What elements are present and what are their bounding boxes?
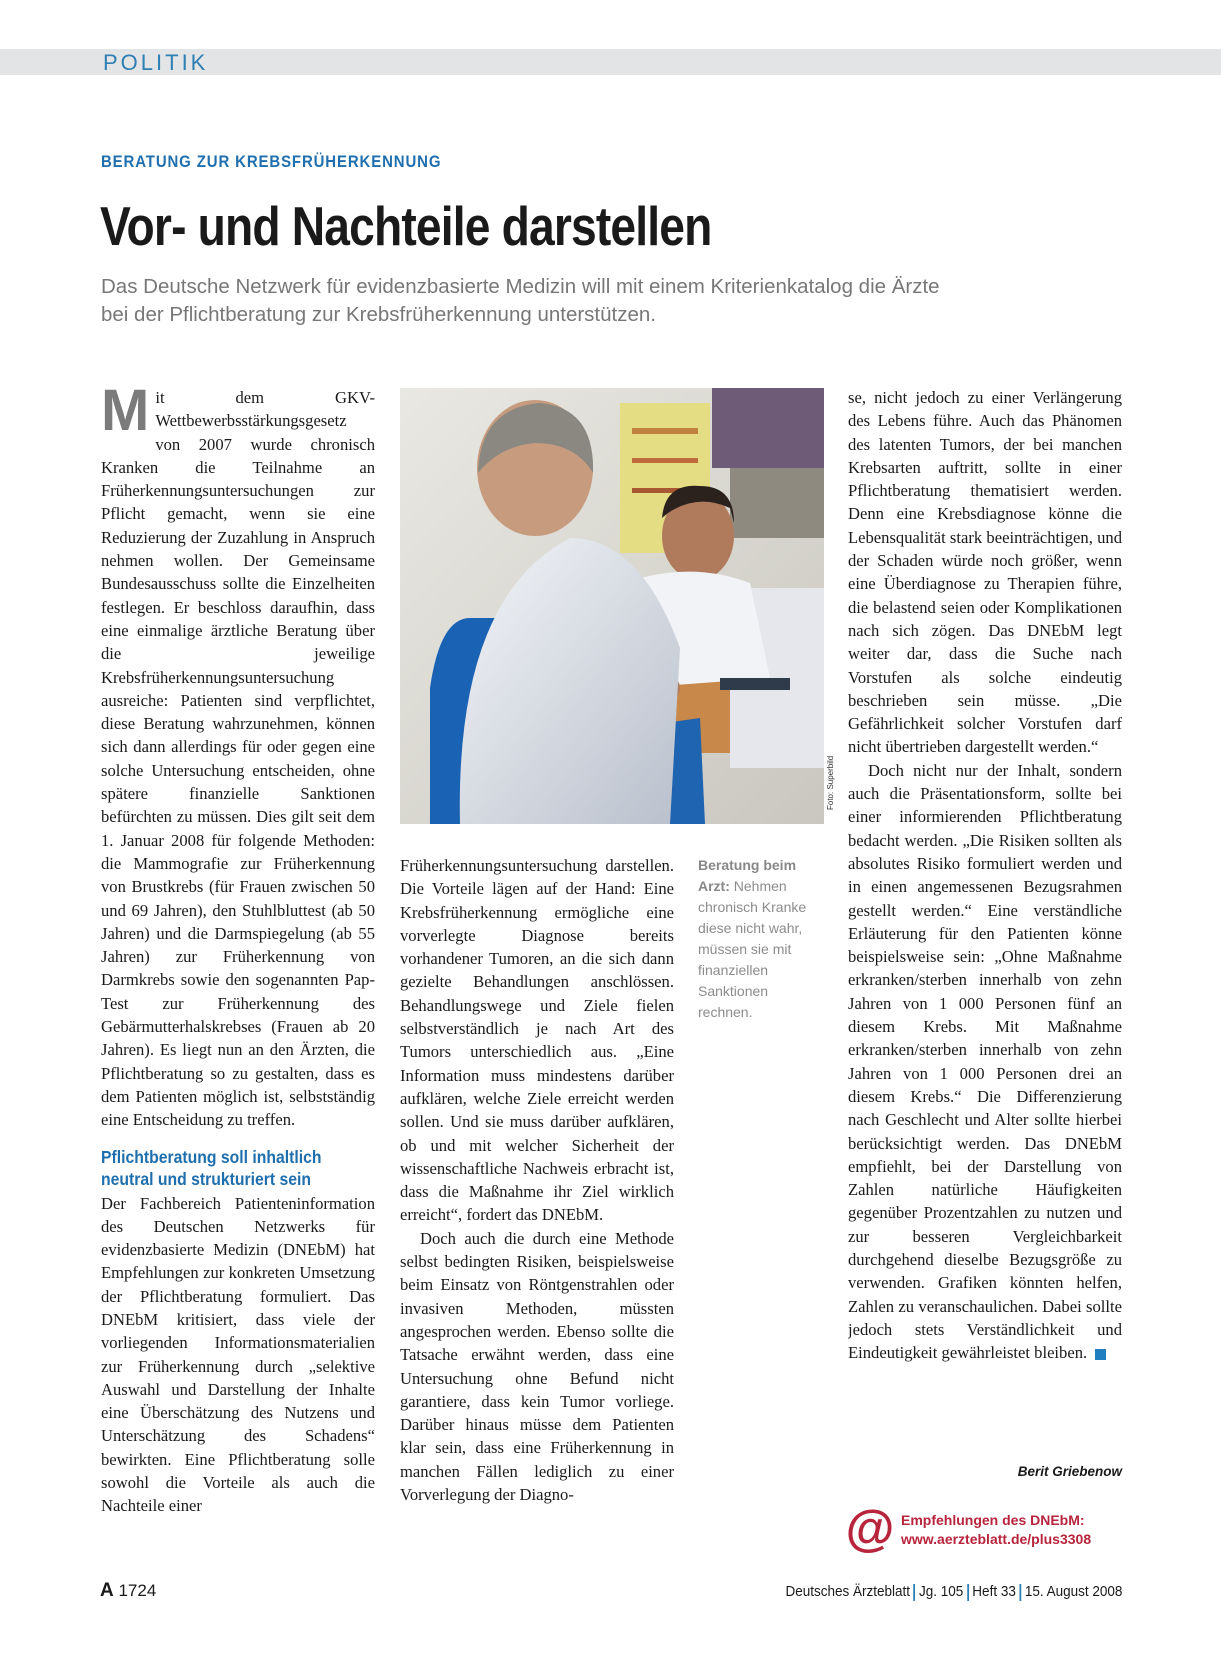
weblink-box[interactable]: [846, 1505, 1146, 1555]
journal-footer: [785, 1583, 1122, 1601]
article-lede: Das Deutsche Netzwerk für evidenzbasierte Medizin will mit einem Kriterienkatalog die Ärzte bei der Pflichtberatung zur Krebsfrüherkennung unterstützen.: [101, 275, 940, 326]
separator: [913, 1584, 915, 1601]
article-photo: [400, 388, 824, 824]
at-sign-icon: [846, 1505, 894, 1553]
separator: [966, 1584, 968, 1601]
caption-title: Beratung beim Arzt:: [698, 857, 797, 894]
text-column-1: [101, 386, 375, 1558]
text-column-3: [848, 386, 1122, 1492]
article-kicker: BERATUNG ZUR KREBSFRÜHERKENNUNG: [101, 152, 442, 171]
paragraph: Der Fachbereich Patienteninformation des Deutschen Netzwerks für evidenzbasierte Medizin (DNEbM) hat Empfehlungen zur konkreten Umsetzung der Pflichtberatung formuliert. Das DNEbM kritisiert, dass viele der vorliegenden Informationsmaterialien zur Früherkennung durch „selektive Auswahl und Darstellung der Inhalte eine Überschätzung des Nutzens und Unterschätzung des Schadens“ bewirkten. Eine Pflichtberatung solle sowohl die Vorteile als auch die Nachteile einer: [101, 1193, 375, 1516]
doctor-patient-photo: [400, 388, 824, 824]
subheading: Pflichtberatung soll inhaltlich neutral und strukturiert sein: [101, 1146, 322, 1189]
dropcap: M: [101, 386, 150, 443]
weblink-text: [901, 1511, 1091, 1549]
separator: [1019, 1584, 1021, 1601]
weblink-url[interactable]: www.aerzteblatt.de/plus3308: [901, 1531, 1092, 1547]
caption-text: Nehmen chronisch Kranke diese nicht wahr, müssen sie mit finanziellen Sanktionen rechnen.: [698, 878, 807, 1020]
svg-text:@: @: [846, 1505, 894, 1553]
page-number-value: 1724: [118, 1581, 157, 1600]
author-name: Berit Griebenow: [1017, 1464, 1122, 1479]
article-headline: Vor- und Nachteile darstellen: [100, 195, 712, 257]
paragraph: se, nicht jedoch zu einer Verlängerung des Lebens führe. Auch das Phänomen des latenten Tumors, der bei manchen Krebsarten auftritt, sollte in einer Pflichtberatung thematisiert werden. Denn eine Krebsdiagnose könne die Lebensqualität stark beeinträchtigen, und der Schaden würde noch größer, wenn eine Überdiagnose zu Therapien führe, die belastend seien oder Komplikationen nach sich zögen. Das DNEbM legt weiter dar, dass die Suche nach Vorstufen als solche eindeutig beschrieben sein müsse. „Die Gefährlichkeit solcher Vorstufen darf nicht übertrieben dargestellt werden.“: [848, 388, 1122, 757]
journal-name: Deutsches Ärzteblatt: [785, 1583, 910, 1600]
end-mark-icon: [1095, 1349, 1106, 1360]
journal-issue: Heft 33: [971, 1583, 1016, 1600]
photo-credit: Foto: Superbild: [826, 755, 835, 810]
paragraph: Früherkennungsuntersuchung darstellen. Die Vorteile lägen auf der Hand: Eine Krebsfrüherkennung ermögliche eine vorverlegte Diagnose bereits vorhandener Tumoren, an die sich dann gezielte Behandlungen anschlössen. Behandlungswege und Ziele fielen selbstverständlich je nach Art des Tumors unterschiedlich aus. „Eine Information muss mindestens darüber aufklären, welche Ziele erreicht werden sollen. Und sie muss darüber aufklären, ob und mit welcher Sicherheit der wissenschaftliche Nachweis erbracht ist, dass die Maßnahme ihr Ziel wirklich erreicht“, fordert das DNEbM.: [400, 856, 674, 1225]
paragraph-final: [848, 759, 1122, 1365]
journal-date: 15. August 2008: [1024, 1583, 1122, 1600]
weblink-label: Empfehlungen des DNEbM:: [901, 1512, 1085, 1528]
page-prefix: A: [100, 1580, 114, 1601]
section-label: POLITIK: [103, 50, 209, 75]
paragraph: Doch auch die durch eine Methode selbst bedingten Risiken, beispielsweise beim Einsatz von Röntgenstrahlen oder invasiven Methoden, müssten angesprochen werden. Ebenso sollte die Tatsache erwähnt werden, dass eine Untersuchung ohne Befund nicht garantiere, dass kein Tumor vorliege. Darüber hinaus müsse dem Patienten klar sein, dass eine Früherkennung in manchen Fällen lediglich zu einer Vorverlegung der Diagno-: [400, 1228, 674, 1505]
text-column-2: [400, 854, 674, 1554]
journal-volume: Jg. 105: [918, 1583, 963, 1600]
paragraph-text: Doch nicht nur der Inhalt, sondern auch die Präsentationsform, sollte bei einer informierenden Pflichtberatung bedacht werden. „Die Risiken sollten als absolutes Risiko formuliert werden und in einen angemessenen Bezugsrahmen gestellt werden.“ Eine verständliche Erläuterung für den Patienten könne beispielsweise sein: „Ohne Maßnahme erkranken/sterben innerhalb von zehn Jahren von 1 000 Personen fünf an diesem Krebs. Mit Maßnahme erkranken/sterben innerhalb von zehn Jahren von 1 000 Personen drei an diesem Krebs.“ Die Differenzierung nach Geschlecht und Alter sollte hierbei berücksichtigt werden. Das DNEbM empfiehlt, bei der Darstellung von Zahlen natürliche Häufigkeiten gegenüber Prozentzahlen zu nutzen und zur besseren Vergleichbarkeit durchgehend dieselbe Bezugsgröße zu verwenden. Grafiken könnten helfen, Zahlen zu veranschaulichen. Dabei sollte jedoch stets Verständlichkeit und Eindeutigkeit gewährleistet bleiben.: [848, 760, 1122, 1363]
page-number: [100, 1580, 156, 1602]
photo-caption: [698, 855, 826, 1023]
paragraph: it dem GKV-Wettbewerbsstärkungsgesetz von 2007 wurde chronisch Kranken die Teilnahme an Früherkennungsuntersuchungen zur Pflicht gemacht, wenn sie eine Reduzierung der Zuzahlung in Anspruch nehmen wollen. Der Gemeinsame Bundesausschuss sollte die Einzelheiten festlegen. Er beschloss daraufhin, dass eine einmalige ärztliche Beratung über die jeweilige Krebsfrüherkennungsuntersuchung ausreiche: Patienten sind verpflichtet, diese Beratung wahrzunehmen, können sich dann allerdings für oder gegen eine solche Untersuchung entscheiden, ohne spätere finanzielle Sanktionen befürchten zu müssen. Dies gilt seit dem 1. Januar 2008 für folgende Methoden: die Mammografie zur Früherkennung von Brustkrebs (für Frauen zwischen 50 und 69 Jahren), den Stuhlbluttest (ab 50 Jahren) und die Darmspiegelung (ab 55 Jahren) zur Früherkennung von Darmkrebs sowie den sogenannten Pap-Test zur Früherkennung des Gebärmutterhalskrebses (Frauen ab 20 Jahren). Es liegt nun an den Ärzten, die Pflichtberatung so zu gestalten, dass es dem Patienten möglich ist, selbstständig eine Entscheidung zu treffen.: [101, 388, 375, 1130]
